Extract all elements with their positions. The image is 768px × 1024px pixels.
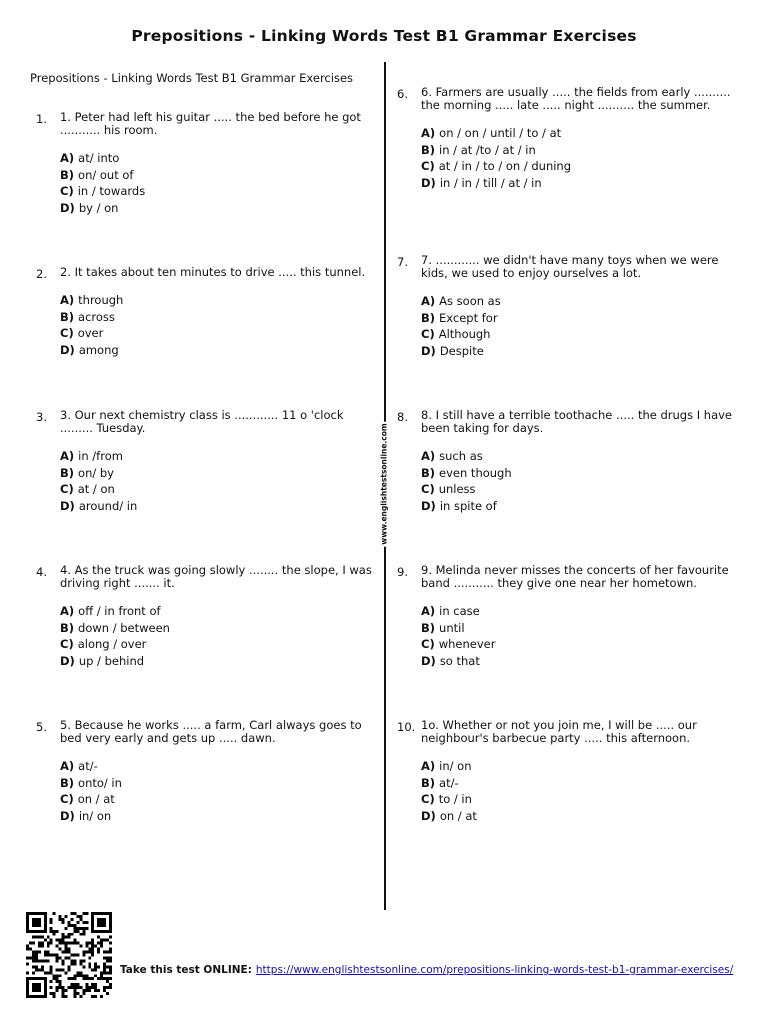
option-letter: B): [60, 775, 75, 790]
answer-option[interactable]: [60, 325, 380, 342]
option-list: [421, 448, 741, 514]
question-text: 2. It takes about ten minutes to drive ..... this tunnel.: [60, 265, 366, 279]
option-letter: C): [60, 326, 74, 340]
option-text: on / on / until / to / at: [439, 126, 562, 140]
option-text: Except for: [439, 310, 498, 325]
option-letter: A): [421, 126, 436, 140]
answer-option[interactable]: [421, 125, 741, 142]
question-number: 1.: [36, 112, 47, 126]
option-letter: A): [60, 293, 75, 307]
question-3: [36, 408, 380, 514]
option-text: in /from: [78, 449, 123, 463]
question-6: [397, 85, 741, 191]
question-5: [36, 718, 380, 824]
option-letter: C): [60, 184, 74, 198]
option-text: in / at /to / at / in: [439, 142, 536, 157]
answer-option[interactable]: [421, 758, 741, 775]
question-number: 5.: [36, 720, 47, 734]
option-text: across: [78, 309, 115, 324]
answer-option[interactable]: [60, 200, 380, 217]
option-letter: C): [421, 637, 435, 651]
option-letter: B): [60, 620, 75, 635]
answer-option[interactable]: [421, 498, 741, 515]
answer-option[interactable]: [60, 167, 380, 184]
question-number: 4.: [36, 565, 47, 579]
answer-option[interactable]: [421, 142, 741, 159]
option-letter: B): [60, 167, 75, 182]
answer-option[interactable]: [60, 808, 380, 825]
option-letter: C): [60, 482, 74, 496]
option-text: at / in / to / on / duning: [438, 159, 572, 173]
option-letter: A): [421, 604, 436, 618]
option-letter: A): [60, 449, 75, 463]
option-letter: C): [421, 482, 435, 496]
question-text: 6. Farmers are usually ..... the fields from early .......... the morning ..... late ..... night .......... the summer.: [421, 85, 731, 112]
option-letter: A): [60, 759, 75, 773]
option-list: [60, 150, 380, 216]
answer-option[interactable]: [421, 310, 741, 327]
answer-option[interactable]: [60, 758, 380, 775]
option-text: along / over: [77, 637, 147, 651]
option-text: on / at: [439, 808, 477, 823]
option-text: such as: [439, 449, 483, 463]
option-letter: B): [60, 465, 75, 480]
option-text: in case: [439, 604, 480, 618]
option-text: at/ into: [78, 151, 120, 165]
question-text: 5. Because he works ..... a farm, Carl always goes to bed very early and gets up ..... dawn.: [60, 718, 362, 745]
option-text: over: [77, 326, 104, 340]
answer-option[interactable]: [60, 636, 380, 653]
option-list: [60, 292, 380, 358]
answer-option[interactable]: [421, 158, 741, 175]
option-letter: C): [60, 637, 74, 651]
question-text: 7. ............ we didn't have many toys when we were kids, we used to enjoy ourselves a lot.: [421, 253, 719, 280]
option-letter: B): [421, 465, 436, 480]
option-list: [421, 603, 741, 669]
option-list: [421, 758, 741, 824]
question-10: [397, 718, 741, 824]
answer-option[interactable]: [60, 448, 380, 465]
question-8: [397, 408, 741, 514]
option-letter: B): [421, 620, 436, 635]
option-letter: D): [60, 653, 75, 668]
option-text: onto/ in: [78, 775, 122, 790]
option-letter: B): [60, 309, 75, 324]
option-letter: B): [421, 142, 436, 157]
option-list: [60, 758, 380, 824]
option-text: until: [439, 620, 465, 635]
answer-option[interactable]: [60, 603, 380, 620]
answer-option[interactable]: [60, 309, 380, 326]
option-letter: A): [60, 151, 75, 165]
option-text: on/ by: [78, 465, 114, 480]
answer-option[interactable]: [60, 791, 380, 808]
site-watermark: www.englishtestsonline.com: [379, 423, 389, 545]
answer-option[interactable]: [60, 498, 380, 515]
footer: [120, 964, 740, 977]
option-text: by / on: [78, 200, 119, 215]
test-online-link[interactable]: https://www.englishtestsonline.com/prepositions-linking-words-test-b1-grammar-exercises/: [255, 964, 734, 976]
question-number: 10.: [397, 720, 416, 734]
answer-option[interactable]: [60, 342, 380, 359]
option-letter: C): [60, 792, 74, 806]
question-number: 9.: [397, 565, 408, 579]
question-number: 7.: [397, 255, 408, 269]
option-text: whenever: [438, 637, 496, 651]
option-text: on/ out of: [78, 167, 134, 182]
answer-option[interactable]: [60, 775, 380, 792]
option-text: to / in: [438, 792, 472, 806]
option-letter: D): [421, 498, 436, 513]
option-text: through: [78, 293, 124, 307]
answer-option[interactable]: [421, 481, 741, 498]
option-letter: D): [60, 498, 75, 513]
question-number: 8.: [397, 410, 408, 424]
option-text: Despite: [439, 343, 484, 358]
option-text: at/-: [439, 775, 459, 790]
page-title: Prepositions - Linking Words Test B1 Grammar Exercises: [131, 27, 637, 45]
answer-option[interactable]: [60, 292, 380, 309]
question-text: 1o. Whether or not you join me, I will be ..... our neighbour's barbecue party ..... this afternoon.: [421, 718, 697, 745]
question-text: 3. Our next chemistry class is ............ 11 o 'clock ......... Tuesday.: [60, 408, 344, 435]
question-number: 3.: [36, 410, 47, 424]
question-1: [36, 110, 380, 216]
answer-option[interactable]: [421, 653, 741, 670]
option-letter: D): [60, 808, 75, 823]
option-text: on / at: [77, 792, 115, 806]
option-text: at / on: [77, 482, 115, 496]
option-text: in/ on: [439, 759, 472, 773]
option-letter: D): [60, 200, 75, 215]
option-text: As soon as: [439, 294, 501, 308]
option-letter: C): [421, 159, 435, 173]
answer-option[interactable]: [60, 481, 380, 498]
option-text: even though: [439, 465, 512, 480]
answer-option[interactable]: [421, 175, 741, 192]
answer-option[interactable]: [421, 636, 741, 653]
option-letter: A): [421, 449, 436, 463]
option-list: [421, 293, 741, 359]
answer-option[interactable]: [60, 183, 380, 200]
option-letter: B): [421, 310, 436, 325]
option-text: in spite of: [439, 498, 497, 513]
answer-option[interactable]: [421, 343, 741, 360]
option-letter: C): [421, 792, 435, 806]
question-text: 9. Melinda never misses the concerts of her favourite band ........... they give one near her hometown.: [421, 563, 729, 590]
option-text: off / in front of: [78, 604, 161, 618]
option-text: at/-: [78, 759, 98, 773]
question-text: 8. I still have a terrible toothache ..... the drugs I have been taking for days.: [421, 408, 733, 435]
option-text: Although: [438, 327, 491, 341]
answer-option[interactable]: [421, 808, 741, 825]
answer-option[interactable]: [421, 448, 741, 465]
option-letter: D): [421, 175, 436, 190]
option-letter: D): [421, 653, 436, 668]
option-letter: B): [421, 775, 436, 790]
option-text: in / towards: [77, 184, 146, 198]
option-letter: D): [421, 808, 436, 823]
option-text: unless: [438, 482, 476, 496]
answer-option[interactable]: [421, 620, 741, 637]
qr-code: [24, 912, 114, 998]
question-number: 6.: [397, 87, 408, 101]
answer-option[interactable]: [60, 465, 380, 482]
option-list: [60, 448, 380, 514]
option-text: up / behind: [78, 653, 145, 668]
option-text: in / in / till / at / in: [439, 175, 542, 190]
answer-option[interactable]: [421, 465, 741, 482]
question-4: [36, 563, 380, 669]
answer-option[interactable]: [421, 603, 741, 620]
answer-option[interactable]: [60, 150, 380, 167]
page-subtitle: Prepositions - Linking Words Test B1 Grammar Exercises: [30, 71, 354, 85]
answer-option[interactable]: [60, 620, 380, 637]
option-letter: C): [421, 327, 435, 341]
option-text: down / between: [78, 620, 170, 635]
answer-option[interactable]: [421, 775, 741, 792]
option-text: among: [78, 342, 119, 357]
answer-option[interactable]: [60, 653, 380, 670]
footer-label: Take this test ONLINE:: [120, 964, 252, 976]
question-7: [397, 253, 741, 359]
option-letter: A): [421, 294, 436, 308]
option-text: in/ on: [78, 808, 112, 823]
option-text: so that: [439, 653, 480, 668]
question-9: [397, 563, 741, 669]
answer-option[interactable]: [421, 326, 741, 343]
option-list: [421, 125, 741, 191]
option-letter: A): [60, 604, 75, 618]
question-text: 1. Peter had left his guitar ..... the bed before he got ........... his room.: [60, 110, 361, 137]
question-text: 4. As the truck was going slowly ........ the slope, I was driving right ....... it.: [60, 563, 372, 590]
option-text: around/ in: [78, 498, 138, 513]
answer-option[interactable]: [421, 791, 741, 808]
option-letter: A): [421, 759, 436, 773]
option-list: [60, 603, 380, 669]
answer-option[interactable]: [421, 293, 741, 310]
option-letter: D): [421, 343, 436, 358]
question-number: 2.: [36, 267, 47, 281]
option-letter: D): [60, 342, 75, 357]
question-2: [36, 265, 380, 358]
